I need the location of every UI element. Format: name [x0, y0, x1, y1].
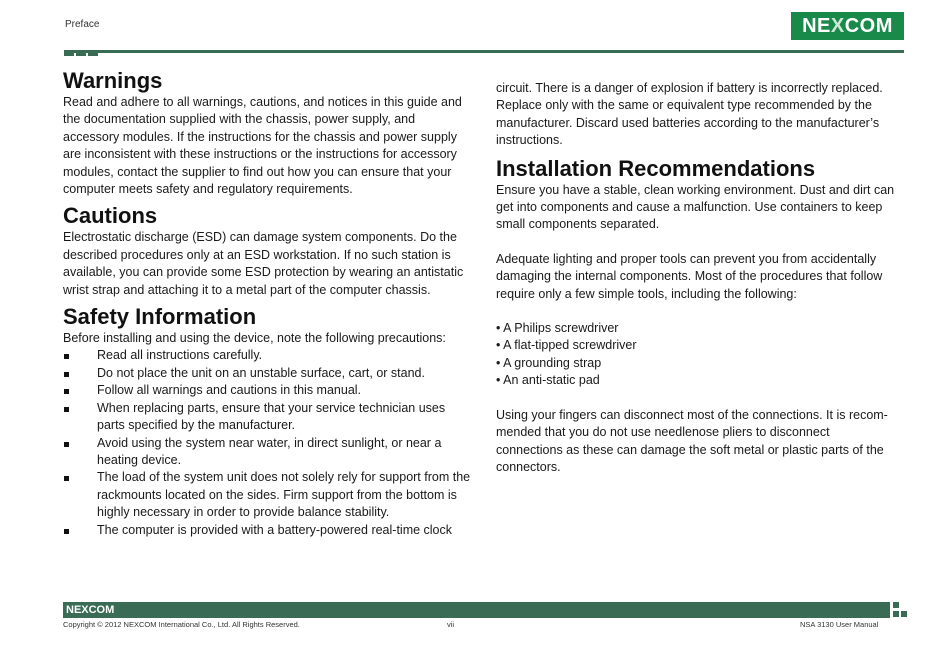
cautions-heading: Cautions [63, 203, 158, 229]
tool-item: • A grounding strap [496, 355, 602, 370]
list-item: Avoid using the system near water, in direct sunlight, or near a heating device. [63, 435, 473, 470]
header-square [76, 50, 86, 56]
header-square [88, 50, 98, 56]
nexcom-logo [791, 12, 904, 40]
footer-bar [63, 602, 890, 618]
list-item: The load of the system unit does not solely rely for support from the rackmounts located on the sides. Firm support from the bottom is highly necessary in order to provide balance stability. [63, 469, 473, 521]
right-column [496, 80, 896, 476]
tool-item: • A Philips screwdriver [496, 321, 619, 336]
footer-page-number: vii [447, 620, 455, 629]
tool-item: • An anti-static pad [496, 373, 600, 388]
installation-heading: Installation Recommendations [496, 155, 816, 181]
installation-paragraph-2: Adequate lighting and proper tools can prevent you from accidentally damaging the internal components. Most of the procedures that follow require only a few simple tools, including the following: [496, 251, 883, 301]
installation-paragraph-3: Using your fingers can disconnect most of the connections. It is recom-mended that you do not use needlenose pliers to disconnect connections as these can damage the soft metal or plastic parts of the connectors. [496, 407, 888, 474]
safety-list [63, 347, 473, 538]
continued-text: circuit. There is a danger of explosion if battery is incorrectly replaced. Replace only with the same or equivalent type recommended by the manufacturer. Discard used batteries according to the manufacturer’s instructions. [496, 81, 883, 148]
footer-manual-title: NSA 3130 User Manual [800, 620, 879, 629]
list-item: Do not place the unit on an unstable surface, cart, or stand. [63, 365, 473, 382]
logo-text-post: COM [844, 14, 893, 37]
logo-text-pre: NE [802, 14, 831, 37]
header-square [64, 50, 74, 56]
footer-square [893, 602, 899, 608]
warnings-heading: Warnings [63, 68, 163, 93]
list-item: The computer is provided with a battery-powered real-time clock [63, 522, 473, 539]
cautions-body: Electrostatic discharge (ESD) can damage system components. Do the described procedures only at an ESD workstation. If no such station is available, you can provide some ESD protection by wearing an antistatic wrist strap and attaching it to a metal part of the computer chassis. [63, 230, 464, 297]
footer-square [893, 611, 899, 617]
tool-item: • A flat-tipped screwdriver [496, 338, 637, 353]
safety-intro: Before installing and using the device, note the following precautions: [63, 331, 446, 346]
list-item: Follow all warnings and cautions in this manual. [63, 382, 473, 399]
installation-paragraph-1: Ensure you have a stable, clean working environment. Dust and dirt can get into components and cause a malfunction. Use containers to keep small components separated. [496, 182, 895, 232]
warnings-body: Read and adhere to all warnings, cautions, and notices in this guide and the documentation supplied with the chassis, power supply, and accessory modules. If the instructions for the chassis and power supply are inconsistent with these instructions or the instructions for accessory modules, contact the supplier to find out how you can ensure that your computer meets safety and regulatory requirements. [63, 95, 462, 197]
safety-heading: Safety Information [63, 304, 257, 330]
logo-text-x: X [830, 14, 845, 37]
header-rule [64, 50, 904, 53]
list-item: When replacing parts, ensure that your service technician uses parts specified by the manufacturer. [63, 400, 473, 435]
footer-square [901, 611, 907, 617]
footer-logo: NEXCOM [66, 604, 115, 616]
footer-copyright: Copyright © 2012 NEXCOM International Co., Ltd. All Rights Reserved. [63, 620, 300, 629]
list-item: Read all instructions carefully. [63, 347, 473, 364]
left-column [63, 68, 473, 539]
header-section-label: Preface [65, 19, 100, 30]
